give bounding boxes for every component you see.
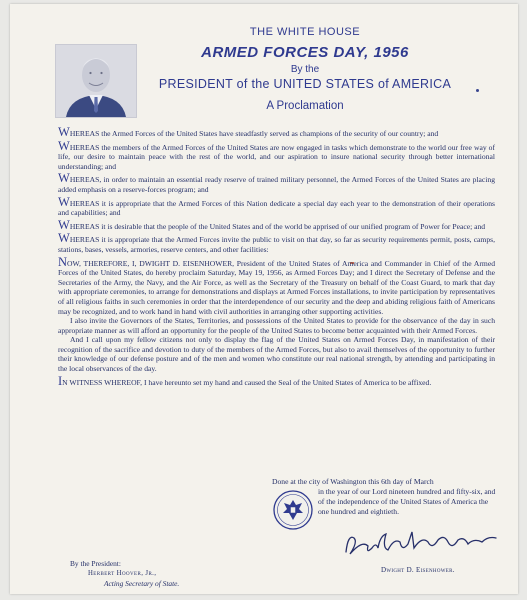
drop-cap: W — [58, 171, 70, 186]
paragraph-whereas-6 — [58, 231, 495, 254]
paragraph-whereas-2 — [58, 138, 495, 172]
paragraph-text: HEREAS the members of the Armed Forces of the United States are now engaged in tasks which demonstrate to the world our free way of life, our desire to maintain peace with the rest of the world, and our aspiration to insure national security through better international understanding; and — [58, 142, 495, 171]
paragraph-citizens: And I call upon my fellow citizens not only to display the flag of the United States on Armed Forces Day, in manifestation of their recognition of the sacrifice and devotion to duty of the members of the Armed Forces, but also to avail themselves of the opportunity to further their knowledge of our defense posture and of the men and women who constitute our real national strength, by attending and participating in the local observances of the day. — [58, 335, 495, 374]
paragraph-whereas-3 — [58, 171, 495, 194]
drop-cap: W — [58, 217, 70, 232]
president-portrait-photo — [55, 44, 137, 118]
paragraph-text: N WITNESS WHEREOF, I have hereunto set my hand and caused the Seal of the United States of America to be affixed. — [62, 377, 432, 387]
drop-cap: I — [58, 373, 63, 388]
proclamation-body — [58, 125, 495, 390]
paragraph-text: OW, THEREFORE, I, DWIGHT D. EISENHOWER, President of the United States of America and Commander in Chief of the Armed Forces of the United States, do hereby proclaim Saturday, May 19, 1956, as Armed Forces Day; and I direct the Secretary of Defense and the Secretaries of the Army, the Navy, and the Air Force, as well as the Secretary of the Treasury on behalf of the Coast Guard, to mark that day with appropriate ceremonies, to arrange for demonstrations and displays at Armed Forces installations, to invite participation by representatives of all religious faiths in such ceremonies in order that the interdependence of our security and the deep and abiding religious faith of Americans may be recognized, and to work hand in hand with civil authorities in arranging other supporting activities. — [58, 258, 495, 316]
drop-cap: W — [58, 125, 70, 139]
proclamation-sheet — [10, 4, 518, 594]
proclamation-header — [140, 26, 470, 112]
paragraph-witness — [58, 373, 495, 388]
secretary-name: Herbert Hoover, Jr., — [88, 570, 157, 577]
drop-cap: W — [58, 231, 70, 246]
paragraph-governors: I also invite the Governors of the States, Territories, and possessions of the United States to provide for the observance of the day in such appropriate manner as will afford an opportunity for the people of the United States to become better acquainted with their Armed Forces. — [58, 316, 495, 335]
drop-cap: W — [58, 138, 70, 153]
done-line-1: Done at the city of Washington this 6th day of March — [272, 477, 434, 486]
signature-printed-name: Dwight D. Eisenhower. — [381, 566, 455, 574]
header-by-the: By the — [290, 64, 320, 75]
header-title: ARMED FORCES DAY, 1956 — [201, 44, 409, 61]
paragraph-whereas-1 — [58, 125, 495, 139]
drop-cap: N — [58, 254, 68, 269]
paragraph-text: HEREAS it is desirable that the people of the United States and of the world be apprised of our unified program of Power for Peace; and — [69, 221, 486, 231]
header-president: PRESIDENT of the UNITED STATES of AMERICA — [158, 77, 452, 91]
paragraph-text: HEREAS it is appropriate that the Armed Forces of this Nation dedicate a special day each year to the demonstration of their operations and capabilities; and — [58, 198, 495, 218]
done-rest: in the year of our Lord nineteen hundred and fifty-six, and of the independence of the United States of America the one hundred and eightieth. — [318, 487, 496, 516]
great-seal-icon — [273, 490, 313, 530]
paragraph-whereas-4 — [58, 194, 495, 218]
paragraph-now-therefore — [58, 254, 495, 317]
paragraph-text: HEREAS the Armed Forces of the United States have steadfastly served as champions of the security of our country; and — [69, 129, 439, 138]
secretary-title: Acting Secretary of State. — [104, 579, 180, 588]
paragraph-text: HEREAS it is appropriate that the Armed Forces invite the public to visit on that day, so far as security requirements permit, posts, camps, stations, bases, vessels, armories, reserve centers, and other facilities: — [58, 235, 495, 254]
by-the-president-block — [70, 559, 179, 589]
paragraph-text: HEREAS, in order to maintain an essential ready reserve of trained military personnel, the Armed Forces of the United States are placing added emphasis on a reserve-forces program; and — [58, 175, 495, 194]
by-the-president-label: By the President: — [70, 559, 121, 568]
presidential-signature-icon — [342, 528, 502, 562]
header-proclamation: A Proclamation — [266, 100, 344, 112]
decorative-dot — [476, 89, 479, 92]
paragraph-whereas-5 — [58, 217, 495, 232]
header-white-house: THE WHITE HOUSE — [249, 26, 361, 38]
drop-cap: W — [58, 194, 70, 209]
